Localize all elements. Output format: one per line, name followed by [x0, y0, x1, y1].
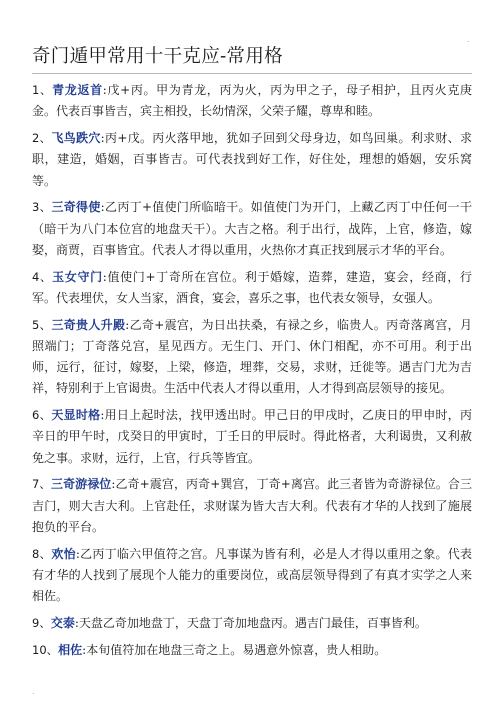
- item-name: 相佐: [58, 642, 83, 657]
- item-text: :乙奇+震宫，为日出扶桑，有禄之乡，临贵人。丙奇落离宫，月照端门；丁奇落兑宫，星见西方。无生门、开门、休门相配，亦不可用。利于出师，远行，征讨，嫁娶，上梁，修造，埋葬，交易，求财，迁徙等。遇吉门尤为吉祥，特别利于上官谒贵。生活中代表人才得以重用，人才得到高层领导的接见。: [32, 317, 472, 396]
- list-item: [32, 613, 472, 634]
- item-text: :丙+戊。丙火落甲地，犹如子回到父母身边，如鸟回巢。利求财、求职，建造，婚姻，百事皆吉。可代表找到好工作，好住处，理想的婚姻，安乐窝等。: [32, 130, 472, 188]
- item-number: 6、: [32, 408, 52, 423]
- list-item: [32, 640, 472, 661]
- item-text: :乙丙丁+值使门所临暗干。如值使门为开门，上藏乙丙丁中任何一干（暗干为八门本位宫的地盘天干）。大吉之格。利于出行，战阵，上官，修造，嫁娶，商贾，百事皆宜。代表人才得以重用，火热你才真正找到展示才华的平台。: [32, 200, 472, 257]
- item-number: 1、: [32, 83, 53, 97]
- item-text: :乙丙丁临六甲值符之宫。凡事谋为皆有利，必是人才得以重用之象。代表有才华的人找到了展现个人能力的重要岗位，或高层领导得到了有真才实学之人来相佐。: [32, 546, 472, 604]
- list-item: [32, 267, 472, 310]
- list-item: [32, 197, 472, 261]
- item-name: 青龙返首: [52, 83, 103, 97]
- item-name: 天显时格: [51, 408, 101, 423]
- document-body: [32, 44, 472, 666]
- item-number: 10、: [32, 642, 59, 657]
- item-number: 9、: [32, 615, 51, 630]
- item-number: 7、: [32, 477, 51, 492]
- list-item: [32, 315, 472, 400]
- list-item: [32, 405, 472, 469]
- item-name: 三奇贵人升殿: [51, 317, 126, 332]
- page-corner-mark: .: [467, 35, 470, 44]
- list-item: [32, 544, 472, 608]
- item-text: :值使门+丁奇所在宫位。利于婚嫁，造葬，建造，宴会，经商，行军。代表埋伏，女人当家，酒食，宴会，喜乐之事，也代表女领导，女强人。: [32, 269, 472, 305]
- item-name: 三奇得使: [51, 200, 101, 215]
- item-text: :乙奇+震宫，丙奇+巽宫，丁奇+离宫。此三者皆为奇游禄位。合三吉门，则大吉大利。上官赴任，求财谋为皆大吉大利。代表有才华的人找到了施展抱负的平台。: [32, 477, 472, 534]
- page-footer-mark: .: [32, 687, 35, 696]
- item-number: 8、: [32, 546, 52, 561]
- list-item: [32, 128, 472, 192]
- item-text: :用日上起时法，找甲透出时。甲己日的甲戌时，乙庚日的甲申时，丙辛日的甲午时，戊癸日的甲寅时，丁壬日的甲辰时。得此格者，大利谒贵，又利赦免之事。求财，远行，上官，行兵等皆宜。: [32, 408, 472, 465]
- item-number: 5、: [32, 317, 52, 332]
- item-name: 欢怡: [51, 546, 76, 561]
- item-number: 4、: [32, 269, 53, 284]
- item-text: :天盘乙奇加地盘丁，天盘丁奇加地盘丙。遇吉门最佳，百事皆利。: [74, 615, 427, 630]
- item-name: 交泰: [50, 615, 75, 630]
- list-item: [32, 80, 472, 123]
- item-text: :戊+丙。甲为青龙，丙为火，丙为甲之子，母子相护，且丙火克庚金。代表百事皆吉，宾主相投，长幼情深，父荣子耀，尊卑和睦。: [32, 83, 472, 119]
- list-item: [32, 474, 472, 538]
- item-number: 2、: [32, 130, 52, 145]
- document-title: 奇门遁甲常用十干克应-常用格: [32, 44, 472, 74]
- item-name: 三奇游禄位: [50, 477, 112, 492]
- item-number: 3、: [32, 200, 52, 215]
- item-name: 飞鸟跌穴: [51, 130, 101, 145]
- item-text: :本旬值符加在地盘三奇之上。易遇意外惊喜，贵人相助。: [82, 642, 387, 657]
- item-name: 玉女守门: [52, 269, 103, 284]
